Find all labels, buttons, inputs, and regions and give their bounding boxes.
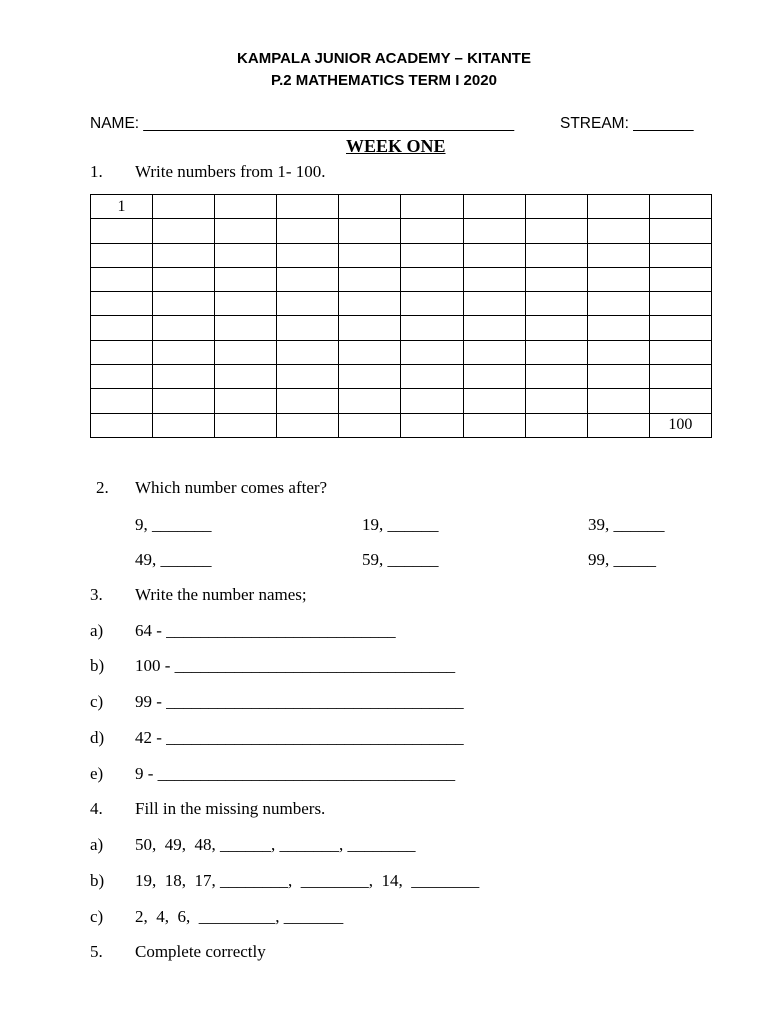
q1-text: Write numbers from 1- 100. <box>135 162 326 181</box>
grid-cell[interactable] <box>587 340 649 364</box>
q2-item[interactable]: 49, ______ <box>135 550 212 569</box>
q3-item-label: b) <box>90 656 105 675</box>
grid-row <box>91 243 712 267</box>
grid-cell[interactable] <box>587 316 649 340</box>
grid-cell[interactable] <box>277 267 339 291</box>
grid-row <box>91 365 712 389</box>
grid-cell[interactable] <box>277 389 339 413</box>
grid-row <box>91 316 712 340</box>
week-heading: WEEK ONE <box>346 136 446 156</box>
grid-cell[interactable] <box>215 267 277 291</box>
grid-cell[interactable] <box>525 413 587 437</box>
grid-cell[interactable] <box>339 195 401 219</box>
grid-cell[interactable] <box>91 316 153 340</box>
grid-cell[interactable] <box>587 292 649 316</box>
grid-cell[interactable] <box>91 267 153 291</box>
q3-text: Write the number names; <box>135 585 307 604</box>
grid-cell[interactable] <box>215 340 277 364</box>
grid-cell[interactable] <box>525 219 587 243</box>
grid-cell[interactable] <box>401 219 463 243</box>
q2-item[interactable]: 39, ______ <box>588 515 665 534</box>
q4-text: Fill in the missing numbers. <box>135 799 326 818</box>
grid-cell[interactable] <box>339 340 401 364</box>
grid-row <box>91 340 712 364</box>
grid-cell[interactable] <box>587 389 649 413</box>
grid-cell[interactable] <box>525 267 587 291</box>
grid-cell[interactable] <box>401 292 463 316</box>
grid-cell[interactable] <box>153 365 215 389</box>
q2-item[interactable]: 99, _____ <box>588 550 656 569</box>
grid-cell[interactable] <box>153 243 215 267</box>
q4-number: 4. <box>90 799 103 818</box>
grid-row <box>91 292 712 316</box>
q1-number: 1. <box>90 162 103 181</box>
grid-cell[interactable] <box>91 365 153 389</box>
grid-cell[interactable] <box>153 389 215 413</box>
grid-cell[interactable] <box>153 195 215 219</box>
q3-number: 3. <box>90 585 103 604</box>
grid-cell[interactable] <box>587 243 649 267</box>
grid-cell[interactable] <box>525 365 587 389</box>
grid-cell[interactable] <box>153 340 215 364</box>
grid-cell[interactable] <box>463 267 525 291</box>
q4-item-answer[interactable]: 19, 18, 17, ________, ________, 14, ________ <box>135 871 480 890</box>
grid-cell[interactable] <box>587 413 649 437</box>
number-grid <box>90 194 712 438</box>
grid-cell[interactable] <box>525 292 587 316</box>
grid-cell[interactable] <box>277 316 339 340</box>
grid-cell[interactable] <box>649 219 711 243</box>
grid-cell[interactable] <box>153 219 215 243</box>
grid-cell[interactable] <box>91 413 153 437</box>
grid-cell[interactable] <box>587 267 649 291</box>
grid-cell[interactable]: 1 <box>91 195 153 219</box>
q4-item-answer[interactable]: 2, 4, 6, _________, _______ <box>135 907 344 926</box>
grid-cell[interactable] <box>587 365 649 389</box>
grid-cell[interactable] <box>463 219 525 243</box>
grid-cell[interactable] <box>277 195 339 219</box>
grid-cell[interactable] <box>649 389 711 413</box>
grid-cell[interactable] <box>401 316 463 340</box>
grid-cell[interactable] <box>401 340 463 364</box>
q2-item[interactable]: 9, _______ <box>135 515 212 534</box>
grid-cell[interactable] <box>339 267 401 291</box>
grid-cell[interactable] <box>153 267 215 291</box>
grid-cell[interactable] <box>649 195 711 219</box>
q3-item-answer[interactable]: 42 - ___________________________________ <box>135 728 464 747</box>
grid-cell[interactable] <box>277 413 339 437</box>
grid-row <box>91 267 712 291</box>
grid-cell[interactable] <box>401 195 463 219</box>
grid-cell[interactable] <box>277 292 339 316</box>
grid-cell[interactable] <box>153 413 215 437</box>
grid-cell[interactable] <box>401 267 463 291</box>
grid-cell[interactable] <box>339 389 401 413</box>
school-title: KAMPALA JUNIOR ACADEMY – KITANTE <box>237 50 531 67</box>
grid-cell[interactable] <box>463 195 525 219</box>
grid-cell[interactable] <box>339 413 401 437</box>
grid-cell[interactable] <box>649 267 711 291</box>
grid-cell[interactable] <box>463 340 525 364</box>
grid-cell[interactable] <box>401 243 463 267</box>
name-field[interactable]: NAME: ___________________________________________ <box>90 115 515 132</box>
grid-cell[interactable] <box>339 365 401 389</box>
grid-cell[interactable] <box>463 316 525 340</box>
grid-cell[interactable] <box>649 292 711 316</box>
q4-item-answer[interactable]: 50, 49, 48, ______, _______, ________ <box>135 835 416 854</box>
grid-cell[interactable] <box>463 365 525 389</box>
grid-cell[interactable] <box>215 413 277 437</box>
q4-item-label: a) <box>90 835 104 854</box>
q3-item-label: c) <box>90 692 104 711</box>
grid-cell[interactable] <box>525 195 587 219</box>
q5-number: 5. <box>90 942 103 961</box>
grid-cell[interactable] <box>277 219 339 243</box>
q3-item-label: e) <box>90 764 104 783</box>
grid-cell[interactable] <box>215 316 277 340</box>
grid-cell[interactable] <box>215 365 277 389</box>
q3-item-answer[interactable]: 64 - ___________________________ <box>135 621 396 640</box>
q2-item[interactable]: 59, ______ <box>362 550 439 569</box>
q2-text: Which number comes after? <box>135 478 328 497</box>
q4-item-label: c) <box>90 907 104 926</box>
grid-cell[interactable] <box>401 389 463 413</box>
grid-cell[interactable] <box>277 243 339 267</box>
grid-cell[interactable] <box>277 365 339 389</box>
exam-title: P.2 MATHEMATICS TERM I 2020 <box>271 72 497 89</box>
grid-cell[interactable] <box>649 243 711 267</box>
grid-cell[interactable] <box>463 292 525 316</box>
grid-cell[interactable] <box>153 316 215 340</box>
grid-row <box>91 195 712 219</box>
grid-cell[interactable] <box>525 316 587 340</box>
grid-cell[interactable] <box>215 219 277 243</box>
q3-item-label: a) <box>90 621 104 640</box>
grid-cell[interactable] <box>649 365 711 389</box>
grid-cell[interactable] <box>215 292 277 316</box>
grid-row <box>91 413 712 437</box>
grid-cell[interactable] <box>91 219 153 243</box>
grid-cell[interactable] <box>463 413 525 437</box>
grid-cell[interactable] <box>463 243 525 267</box>
q2-item[interactable]: 19, ______ <box>362 515 439 534</box>
q4-item-label: b) <box>90 871 105 890</box>
q2-number: 2. <box>96 478 109 497</box>
q3-item-answer[interactable]: 100 - _________________________________ <box>135 656 456 675</box>
grid-cell[interactable] <box>91 243 153 267</box>
grid-cell[interactable] <box>215 243 277 267</box>
grid-cell[interactable] <box>401 365 463 389</box>
grid-cell[interactable] <box>339 243 401 267</box>
grid-cell[interactable] <box>649 316 711 340</box>
grid-row <box>91 219 712 243</box>
q3-item-label: d) <box>90 728 105 747</box>
grid-cell[interactable] <box>91 292 153 316</box>
grid-row <box>91 389 712 413</box>
grid-cell[interactable] <box>525 389 587 413</box>
grid-cell[interactable]: 100 <box>649 413 711 437</box>
grid-cell[interactable] <box>215 195 277 219</box>
grid-cell[interactable] <box>463 389 525 413</box>
grid-cell[interactable] <box>525 243 587 267</box>
grid-cell[interactable] <box>525 340 587 364</box>
grid-cell[interactable] <box>339 219 401 243</box>
grid-cell[interactable] <box>91 389 153 413</box>
grid-cell[interactable] <box>587 195 649 219</box>
grid-cell[interactable] <box>339 316 401 340</box>
grid-cell[interactable] <box>153 292 215 316</box>
grid-cell[interactable] <box>277 340 339 364</box>
q5-text: Complete correctly <box>135 942 266 961</box>
q3-item-answer[interactable]: 99 - ___________________________________ <box>135 692 464 711</box>
grid-cell[interactable] <box>91 340 153 364</box>
grid-cell[interactable] <box>587 219 649 243</box>
grid-cell[interactable] <box>339 292 401 316</box>
q3-item-answer[interactable]: 9 - ___________________________________ <box>135 764 456 783</box>
grid-cell[interactable] <box>649 340 711 364</box>
grid-cell[interactable] <box>215 389 277 413</box>
stream-field[interactable]: STREAM: _______ <box>560 115 694 132</box>
grid-cell[interactable] <box>401 413 463 437</box>
